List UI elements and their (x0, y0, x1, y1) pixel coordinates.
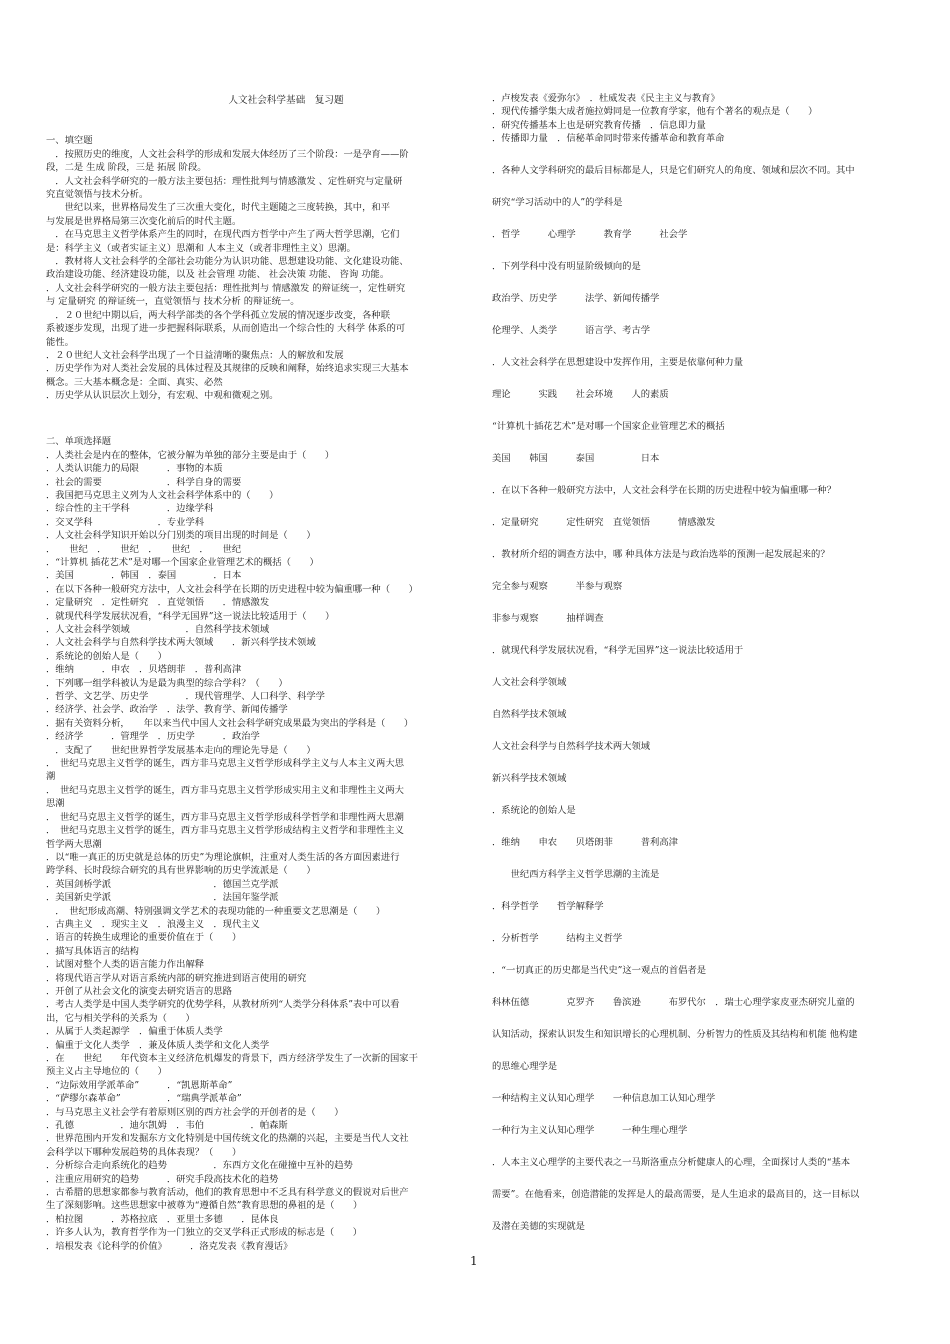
right-text-line (492, 401, 922, 420)
right-text-line: ．传播即力量 ．信秘革命同时带来传播革命和教育革命 (492, 133, 725, 145)
right-text-line (492, 497, 922, 516)
left-text-line: 生了深刻影响。这些思想家中被尊为“遵循自然”教育思想的鼻祖的是（ ） (46, 1200, 363, 1212)
left-text-line: ．人文社会科学研究的一般方法主要包括：理性批判与情感激发 、定性研究与定量研 (46, 175, 403, 187)
left-text-line: ．就现代科学发展状况看，“科学无国界”这一说法比较适用于（ ） (46, 610, 335, 622)
left-text-line: 跨学科、长时段综合研究的具有世界影响的历史学流派是（ ） (46, 865, 316, 877)
right-text-line (492, 689, 922, 708)
left-text-line: ．交叉学科 ．专业学科 (46, 516, 205, 528)
right-text-line (492, 1041, 922, 1060)
right-text-line: ．维纳 申农 贝塔朗菲 普利高津 (492, 836, 678, 848)
left-text-line: 哲学两大思潮 (46, 838, 102, 850)
right-text-block (492, 92, 922, 1233)
left-text-line: 会科学以下哪种发展趋势的具体表现？（ ） (46, 1146, 242, 1158)
right-column (492, 92, 922, 1233)
right-text-line: 认知活动，探索认识发生和知识增长的心理机制、分析智力的性质及其结构和机能 他构建 (492, 1028, 858, 1040)
left-text-line: ．哲学、文艺学、历史学 ．现代管理学、人口科学、科学学 (46, 691, 325, 703)
right-text-line (492, 146, 922, 165)
right-text-line (492, 881, 922, 900)
right-text-line: 政治学、历史学 法学、新闻传播学 (492, 293, 660, 305)
right-text-line: 及潜在美德的实现就是 (492, 1220, 585, 1232)
document-title: 人文社会科学基础 复习题 (228, 95, 344, 106)
right-text-line (492, 753, 922, 772)
right-text-line: 自然科学技术领域 (492, 708, 567, 720)
right-text-line: “计算机十插花艺术”是对哪一个国家企业管理艺术的概括 (492, 421, 725, 433)
right-text-line: ．定量研究 定性研究 直觉领悟 情感激发 (492, 516, 716, 528)
left-text-line: ．经济学、社会学、政治学 ．法学、教育学、新闻传播学 (46, 704, 288, 716)
right-text-line (492, 210, 922, 229)
left-text-line: ．试图对整个人类的语言能力作出解释 (46, 959, 205, 971)
right-text-line: 伦理学、人类学 语言学、考古学 (492, 325, 651, 337)
left-text-line: 出，它与相关学科的关系为（ ） (46, 1012, 195, 1024)
left-text-line: ．支配了 世纪世界哲学发展基本走向的理论先导是（ ） (46, 744, 316, 756)
right-text-line: 一种行为主义认知心理学 一种生理心理学 (492, 1124, 688, 1136)
left-text-line: ．美国 ．韩国 ．泰国 ．日本 (46, 570, 242, 582)
left-text-line: ．我国把马克思主义列为人文社会科学体系中的（ ） (46, 489, 279, 501)
left-text-line: ． 世纪马克思主义哲学的诞生，西方非马克思主义哲学形成结构主义哲学和非理性主义 (46, 825, 404, 837)
left-text-line: 思潮 (46, 798, 65, 810)
left-text-line: 究直觉领悟与技术分析。 (46, 189, 149, 201)
right-text-line (492, 274, 922, 293)
left-column (46, 92, 466, 1253)
left-text-line: ．与马克思主义社会学有着原则区别的西方社会学的开创者的是（ ） (46, 1106, 344, 1118)
right-text-line: 世纪西方科学主义哲学思潮的主流是 (492, 868, 660, 880)
left-text-line: ．据有关资料分析， 年以来当代中国人文社会科学研究成果最为突出的学科是（ ） (46, 717, 414, 729)
left-text-line: ．维纳 ．申农 ．贝塔朗菲 ．普利高津 (46, 664, 242, 676)
right-text-line (492, 849, 922, 868)
left-text-line: ．经济学 ．管理学 ．历史学 ．政治学 (46, 731, 260, 743)
page-number: 1 (470, 1254, 478, 1268)
left-text-line: ．下列哪一组学科被认为是最为典型的综合学科？（ ） (46, 677, 288, 689)
right-text-line: 完全参与观察 半参与观察 (492, 580, 623, 592)
left-text-line: ．人文社会科学知识开始以分门别类的项目出现的时间是（ ） (46, 530, 316, 542)
right-text-line: 人文社会科学领域 (492, 676, 567, 688)
left-text-line: 能性。 (46, 336, 74, 348)
right-text-line (492, 242, 922, 261)
left-text-line: 世纪以来，世界格局发生了三次重大变化，时代主题随之三度转换，其中，和平 (46, 202, 390, 214)
left-text-line: ．２０世纪中期以后，两大科学部类的各个学科孤立发展的情况逐步改变，各种联 (46, 309, 390, 321)
left-text-line: ．历史学从认识层次上划分，有宏观、中观和微观之别。 (46, 390, 279, 402)
right-text-line (492, 1201, 922, 1220)
left-text-line: ．２０世纪人文社会科学出现了一个日益清晰的聚焦点：人的解放和发展 (46, 349, 344, 361)
right-text-line: ．人文社会科学在思想建设中发挥作用，主要是依靠何种力量 (492, 357, 744, 369)
right-text-line: ．分析哲学 结构主义哲学 (492, 932, 623, 944)
right-text-line (492, 561, 922, 580)
right-text-line: ．卢梭发表《爱弥尔》 ．杜威发表《民主主义与教育》 (492, 93, 720, 104)
left-text-line: ．从属于人类起源学 ．偏重于体质人类学 (46, 1026, 223, 1038)
right-text-line: ．现代传播学集大成者施拉姆同是一位教育学家，他有个著名的观点是（ ） (492, 106, 818, 118)
right-text-line: 科林伍德 克罗齐 鲁滨逊 布罗代尔 ．瑞士心理学家皮亚杰研究儿童的 (492, 996, 855, 1008)
left-text-line: 系被逐步发现，出现了进一步把握科际联系，从而创造出一个综合性的 大科学 体系的可 (46, 323, 406, 335)
left-text-line: 与 定量研究 的辩证统一，直觉领悟与 技术分析 的辩证统一。 (46, 296, 300, 308)
right-text-line: ．在以下各种一般研究方法中，人文社会科学在长期的历史进程中较为偏重哪一种？ (492, 485, 836, 496)
left-text-line: ．教材将人文社会科学的全部社会功能分为认识功能、思想建设功能、文化建设功能、 (46, 256, 409, 268)
right-text-line: ．科学哲学 哲学解释学 (492, 900, 604, 912)
left-text-line: ．在马克思主义哲学体系产生的同时，在现代西方哲学中产生了两大哲学思潮，它们 (46, 229, 400, 241)
right-text-line: 需要”。在他看来，创造潜能的发挥是人的最高需要，是人生追求的最高目的，这一目标以 (492, 1188, 860, 1200)
left-text-line: ．培根发表《论科学的价值》 ．洛克发表《教育漫话》 (46, 1240, 293, 1252)
right-text-line: 美国 韩国 泰国 日本 (492, 453, 660, 465)
right-text-line (492, 1105, 922, 1124)
left-text-line: ．英国剑桥学派 ．德国兰克学派 (46, 878, 279, 890)
left-text-line: ．人文社会科学领域 ．自然科学技术领域 (46, 624, 270, 635)
right-text-line (492, 913, 922, 932)
left-text-line: ． 世纪形成高潮、特别强调文学艺术的表现功能的一种重要文艺思潮是（ ） (46, 905, 386, 917)
left-text-line: ．“边际效用学派革命” ．“凯恩斯革命” (46, 1079, 233, 1091)
right-text-line (492, 529, 922, 548)
right-text-line: 非参与观察 抽样调查 (492, 612, 604, 624)
right-text-line: ．各种人文学科研究的最后目标都是人，只是它们研究人的角度、领域和层次不同。其中 (492, 165, 855, 177)
right-text-line (492, 465, 922, 484)
left-text-line: ．定量研究 ．定性研究 ．直觉领悟 ．情感激发 (46, 597, 270, 609)
left-text-line: ．综合性的主干学科 ．边缘学科 (46, 503, 214, 515)
left-text-line: 概念。三大基本概念是：全面、真实、必然 (46, 376, 223, 388)
right-text-line: 新兴科学技术领域 (492, 772, 567, 784)
left-text-line: ．将现代语言学从对语言系统内部的研究推进到语言使用的研究 (46, 972, 307, 984)
right-text-line (492, 945, 922, 964)
left-text-line: ．人类社会是内在的整体，它被分解为单独的部分主要是由于（ ） (46, 449, 335, 461)
left-text-line: ．人文社会科学研究的一般方法主要包括：理性批判与 情感激发 的辩证统一，定性研究 (46, 282, 406, 294)
left-text-line: ．许多人认为，教育哲学作为一门独立的交叉学科正式形成的标志是（ ） (46, 1227, 363, 1239)
right-text-line (492, 305, 922, 324)
left-text-line: ．考古人类学是中国人类学研究的优势学科，从教材所列“人类学分科体系”表中可以看 (46, 999, 400, 1011)
right-text-line (492, 1009, 922, 1028)
left-text-line (46, 403, 466, 416)
right-text-line (492, 1137, 922, 1156)
left-text-line: 政治建设功能、经济建设功能，以及 社会管理 功能、 社会决策 功能、 咨询 功能。 (46, 269, 390, 281)
left-text-line: ．人文社会科学与自然科学技术两大领域 ．新兴科学技术领域 (46, 637, 316, 649)
right-text-line: ．“一切真正的历史都是当代史”这一观点的首倡者是 (492, 964, 707, 976)
left-text-line: ．语言的转换生成理论的重要价值在于（ ） (46, 932, 242, 944)
left-text-line: ．历史学作为对人类社会发展的具体过程及其规律的反映和阐释，始终追求实现三大基本 (46, 363, 409, 375)
right-text-line: 研究“学习活动中的人”的学科是 (492, 197, 623, 209)
right-text-line: ．研究传播基本上也是研究教育传播 ．信息即力量 (492, 119, 706, 131)
right-text-line: ．哲学 心理学 教育学 社会学 (492, 229, 688, 241)
left-text-line: ．人类认识能力的局限 ．事物的本质 (46, 463, 223, 475)
left-text-line: ．柏拉图 ．苏格拉底 ．亚里士多德 ．昆体良 (46, 1213, 279, 1225)
right-text-line: ．人本主义心理学的主要代表之一马斯洛重点分析健康人的心理，全面探讨人类的“基本 (492, 1156, 851, 1168)
left-text-line: ．描写具体语言的结构 (46, 945, 139, 957)
left-text-line: ．“萨缪尔森革命” ．“瑞典学派革命” (46, 1093, 242, 1105)
right-text-line (492, 785, 922, 804)
left-text-line: 是：科学主义（或者实证主义）思潮和 人本主义（或者非理性主义）思潮。 (46, 242, 356, 254)
right-text-line (492, 1073, 922, 1092)
left-text-line: ．社会的需要 ．科学自身的需要 (46, 476, 242, 488)
left-text-line: ．在 世纪 年代资本主义经济危机爆发的背景下，西方经济学发生了一次新的国家干 (46, 1053, 418, 1064)
left-text-block (46, 134, 466, 1253)
right-text-line: 的思维心理学是 (492, 1060, 558, 1072)
left-text-line: 预主义占主导地位的（ ） (46, 1066, 167, 1078)
right-text-line (492, 337, 922, 356)
left-text-line: ． 世纪马克思主义哲学的诞生，西方非马克思主义哲学形成科学哲学和非理性两大思潮 (46, 811, 404, 823)
right-text-line: 人文社会科学与自然科学技术两大领域 (492, 740, 651, 752)
left-text-line: 与发展是世界格局第三次变化前后的时代主题。 (46, 215, 242, 227)
left-text-line: 一、填空题 (46, 135, 93, 147)
right-text-line: ．就现代科学发展状况看，“科学无国界”这一说法比较适用于 (492, 644, 744, 656)
left-text-line: ．系统论的创始人是（ ） (46, 650, 167, 662)
left-text-line: ．分析综合走向系统化的趋势 ．东西方文化在碰撞中互补的趋势 (46, 1160, 353, 1172)
left-text-line: 二、单项选择题 (46, 436, 112, 448)
left-text-line: ．孔德 ．迪尔凯姆 ．韦伯 ．帕森斯 (46, 1120, 288, 1132)
left-text-line: ．美国新史学派 ．法国年鉴学派 (46, 892, 279, 904)
left-text-line: ．以“唯一真正的历史就是总体的历史”为理论旗帜，注重对人类生活的各方面因素进行 (46, 851, 400, 863)
right-text-line: ．系统论的创始人是 (492, 804, 576, 816)
left-text-line: ．注重应用研究的趋势 ．研究手段高技术化的趋势 (46, 1173, 279, 1185)
right-text-line (492, 657, 922, 676)
right-text-line: 理论 实践 社会环境 人的素质 (492, 389, 669, 401)
right-text-line (492, 977, 922, 996)
left-text-line: 段，二是 生成 阶段，三是 拓展 阶段。 (46, 162, 207, 174)
left-text-line: ．偏重于文化人类学 ．兼及体质人类学和文化人类学 (46, 1039, 270, 1051)
right-text-line (492, 178, 922, 197)
left-text-line: ．“计算机 插花艺术”是对哪一个国家企业管理艺术的概括（ ） (46, 556, 319, 568)
left-text-line: ．在以下各种一般研究方法中，人文社会科学在长期的历史进程中较为偏重哪一种（ ） (46, 583, 418, 595)
left-text-line: ．按照历史的维度，人文社会科学的形成和发展大体经历了三个阶段：一是孕育——阶 (46, 148, 409, 160)
right-text-line (492, 593, 922, 612)
right-text-line (492, 817, 922, 836)
right-text-line (492, 369, 922, 388)
left-text-line: ． 世纪马克思主义哲学的诞生，西方非马克思主义哲学形成科学主义与人本主义两大思 (46, 758, 404, 770)
left-text-line: ．古希腊的思想家都参与教育活动，他们的教育思想中不乏具有科学意义的假说对后世产 (46, 1187, 409, 1199)
left-text-line: ． 世纪 ． 世纪 ． 世纪 ． 世纪 (46, 543, 242, 555)
right-text-line (492, 433, 922, 452)
left-text-line (46, 416, 466, 429)
left-text-line: 潮 (46, 771, 56, 783)
left-text-line: ． 世纪马克思主义哲学的诞生，西方非马克思主义哲学形成实用主义和非理性主义两大 (46, 784, 404, 796)
left-text-line: ．世界范围内开发和发掘东方文化特别是中国传统文化的热潮的兴起，主要是当代人文社 (46, 1133, 409, 1145)
right-text-line (492, 721, 922, 740)
right-text-line (492, 1169, 922, 1188)
left-text-line: ．开创了从社会文化的演变去研究语言的思路 (46, 985, 232, 997)
right-text-line: ．教材所介绍的调查方法中，哪 种具体方法是与政治选举的预测一起发展起来的？ (492, 548, 830, 560)
left-text-line: ．古典主义 ．现实主义 ．浪漫主义 ．现代主义 (46, 918, 260, 930)
right-text-line (492, 625, 922, 644)
right-text-line: ．下列学科中没有明显阶级倾向的是 (492, 261, 641, 273)
right-text-line: 一种结构主义认知心理学 一种信息加工认知心理学 (492, 1092, 716, 1104)
